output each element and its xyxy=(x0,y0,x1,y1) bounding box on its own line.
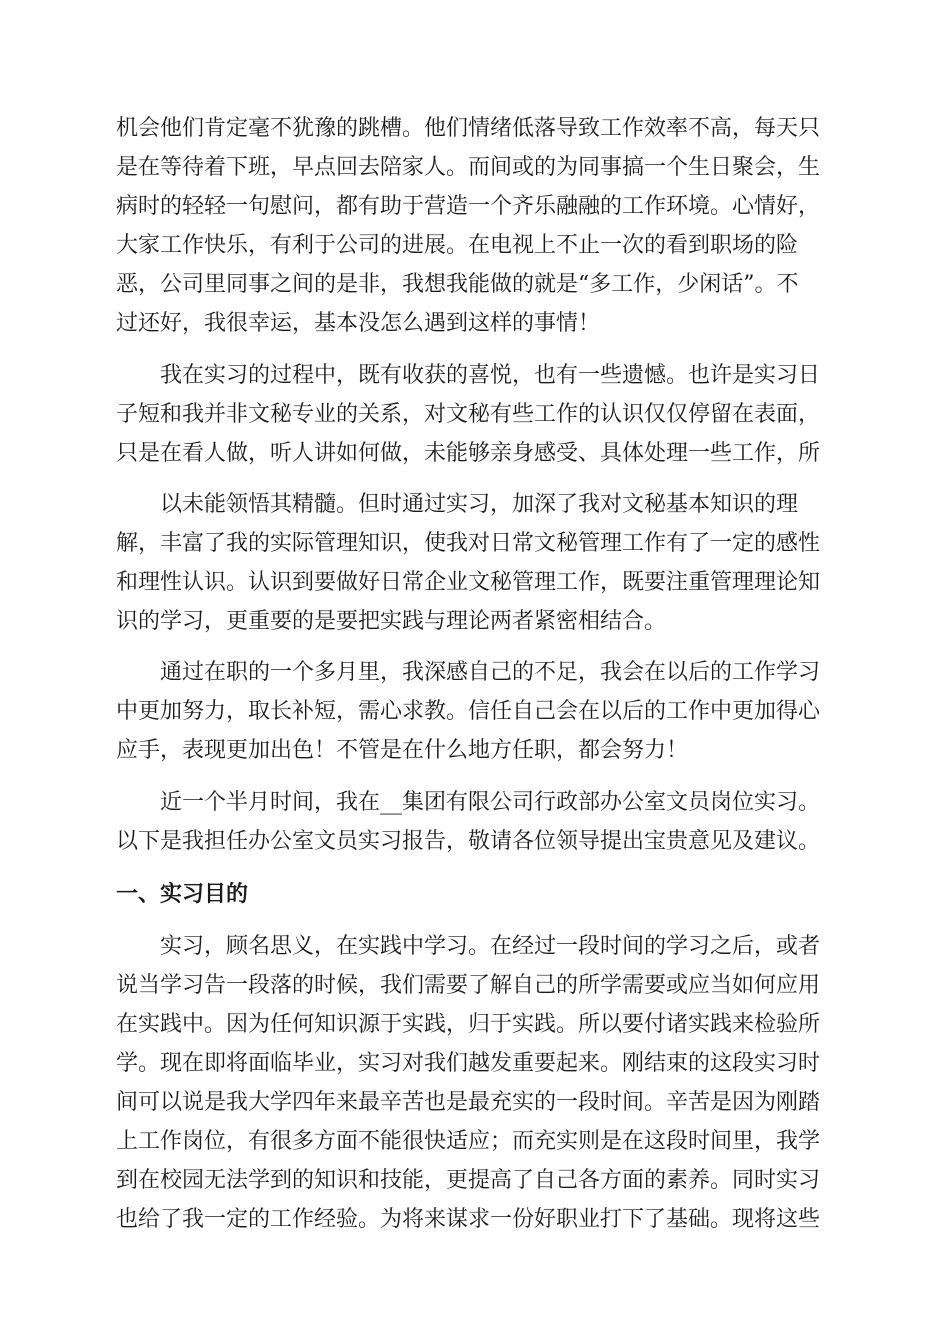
text-line: 以下是我担任办公室文员实习报告，敬请各位领导提出宝贵意见及建议。 xyxy=(116,829,821,854)
text-line: 和理性认识。认识到要做好日常企业文秘管理工作，既要注重管理理论知 xyxy=(116,570,821,595)
text-line: 学。现在即将面临毕业，实习对我们越发重要起来。刚结束的这段实习时 xyxy=(116,1051,821,1076)
text-line: 通过在职的一个多月里，我深感自己的不足，我会在以后的工作学习 xyxy=(116,660,821,685)
text-line: 中更加努力，取长补短，需心求教。信任自己会在以后的工作中更加得心 xyxy=(116,699,821,724)
text-line: 实习，顾名思义，在实践中学习。在经过一段时间的学习之后，或者 xyxy=(116,934,821,959)
text-line: 识的学习，更重要的是要把实践与理论两者紧密相结合。 xyxy=(116,609,667,634)
text-line: 应手，表现更加出色！不管是在什么地方任职，都会努力！ xyxy=(116,738,689,763)
text-line: 以未能领悟其精髓。但时通过实习，加深了我对文秘基本知识的理 xyxy=(116,492,799,517)
text-line: 恶，公司里同事之间的是非，我想我能做的就是“多工作，少闲话”。不 xyxy=(116,272,799,297)
text-line: 只是在看人做，听人讲如何做，未能够亲身感受、具体处理一些工作，所 xyxy=(116,441,821,466)
text-line: 也给了我一定的工作经验。为将来谋求一份好职业打下了基础。现将这些 xyxy=(116,1207,821,1232)
text-line: 解，丰富了我的实际管理知识，使我对日常文秘管理工作有了一定的感性 xyxy=(116,531,821,556)
text-line: 上工作岗位，有很多方面不能很快适应；而充实则是在这段时间里，我学 xyxy=(116,1129,821,1154)
text-line: 说当学习告一段落的时候，我们需要了解自己的所学需要或应当如何应用 xyxy=(116,973,821,998)
text-line: 大家工作快乐，有利于公司的进展。在电视上不止一次的看到职场的险 xyxy=(116,233,799,258)
text-line: 机会他们肯定毫不犹豫的跳槽。他们情绪低落导致工作效率不高，每天只 xyxy=(116,116,821,141)
text-line: 过还好，我很幸运，基本没怎么遇到这样的事情！ xyxy=(116,311,601,336)
section-heading: 一、实习目的 xyxy=(116,882,249,907)
text-line: 在实践中。因为任何知识源于实践，归于实践。所以要付诸实践来检验所 xyxy=(116,1012,821,1037)
text-line: 间可以说是我大学四年来最辛苦也是最充实的一段时间。辛苦是因为刚踏 xyxy=(116,1090,821,1115)
text-line: 是在等待着下班，早点回去陪家人。而间或的为同事搞一个生日聚会，生 xyxy=(116,155,821,180)
text-line: 子短和我并非文秘专业的关系，对文秘有些工作的认识仅仅停留在表面， xyxy=(116,402,821,427)
text-line: 病时的轻轻一句慰问，都有助于营造一个齐乐融融的工作环境。心情好， xyxy=(116,194,821,219)
text-line: 到在校园无法学到的知识和技能，更提高了自己各方面的素养。同时实习 xyxy=(116,1168,821,1193)
text-line: 近一个半月时间，我在__集团有限公司行政部办公室文员岗位实习。 xyxy=(116,790,821,815)
text-line: 我在实习的过程中，既有收获的喜悦，也有一些遗憾。也许是实习日 xyxy=(116,363,821,388)
